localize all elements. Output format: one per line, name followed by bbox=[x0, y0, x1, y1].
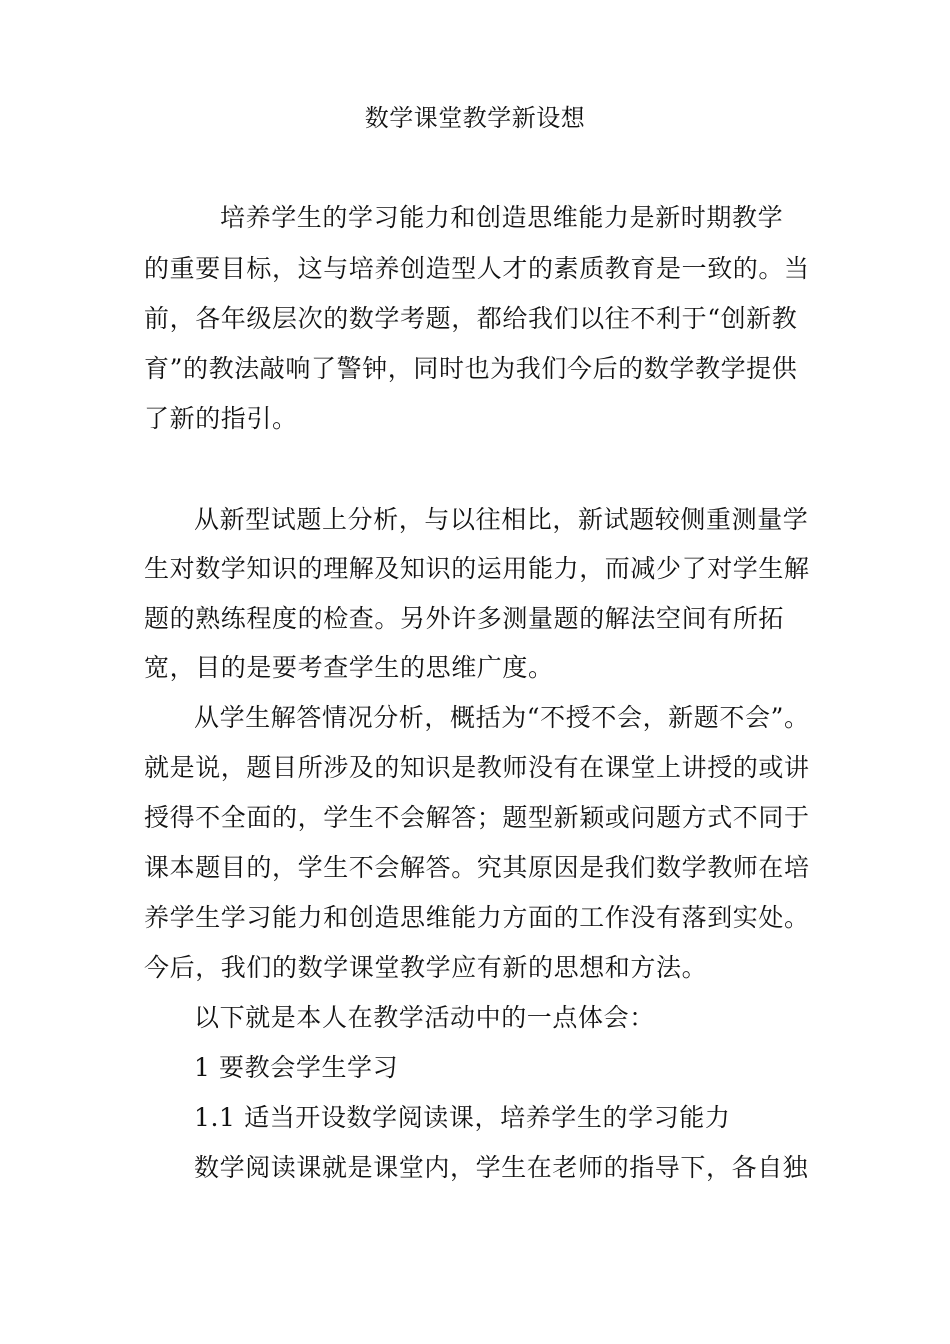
paragraph-line: 从新型试题上分析，与以往相比，新试题较侧重测量学 bbox=[194, 505, 809, 534]
paragraph-line: 的重要目标，这与培养创造型人才的素质教育是一致的。当 bbox=[144, 254, 810, 283]
paragraph-line: 就是说，题目所涉及的知识是教师没有在课堂上讲授的或讲 bbox=[144, 753, 810, 782]
document-title: 数学课堂教学新设想 bbox=[364, 104, 586, 132]
paragraph-line: 养学生学习能力和创造思维能力方面的工作没有落到实处。 bbox=[144, 903, 810, 932]
paragraph-line: 生对数学知识的理解及知识的运用能力，而减少了对学生解 bbox=[144, 554, 810, 583]
paragraph-line: 育”的教法敲响了警钟，同时也为我们今后的数学教学提供 bbox=[144, 354, 798, 383]
paragraph-line: 授得不全面的，学生不会解答；题型新颖或问题方式不同于 bbox=[144, 803, 810, 832]
paragraph-line: 了新的指引。 bbox=[144, 404, 298, 433]
section-heading: 1 要教会学生学习 bbox=[194, 1053, 399, 1082]
paragraph-line: 题的熟练程度的检查。另外许多测量题的解法空间有所拓 bbox=[144, 604, 785, 633]
paragraph-line: 培养学生的学习能力和创造思维能力是新时期教学 bbox=[220, 203, 784, 232]
paragraph-line: 前，各年级层次的数学考题，都给我们以往不利于“创新教 bbox=[144, 304, 798, 333]
paragraph-line: 以下就是本人在教学活动中的一点体会： bbox=[194, 1003, 655, 1032]
paragraph-line: 课本题目的，学生不会解答。究其原因是我们数学教师在培 bbox=[144, 853, 810, 882]
paragraph-line: 宽，目的是要考查学生的思维广度。 bbox=[144, 653, 554, 682]
paragraph-line: 数学阅读课就是课堂内，学生在老师的指导下，各自独 bbox=[194, 1153, 809, 1182]
paragraph-line: 今后，我们的数学课堂教学应有新的思想和方法。 bbox=[144, 953, 708, 982]
subsection-heading: 1.1 适当开设数学阅读课，培养学生的学习能力 bbox=[194, 1103, 731, 1132]
paragraph-line: 从学生解答情况分析，概括为“不授不会，新题不会”。 bbox=[194, 703, 810, 732]
